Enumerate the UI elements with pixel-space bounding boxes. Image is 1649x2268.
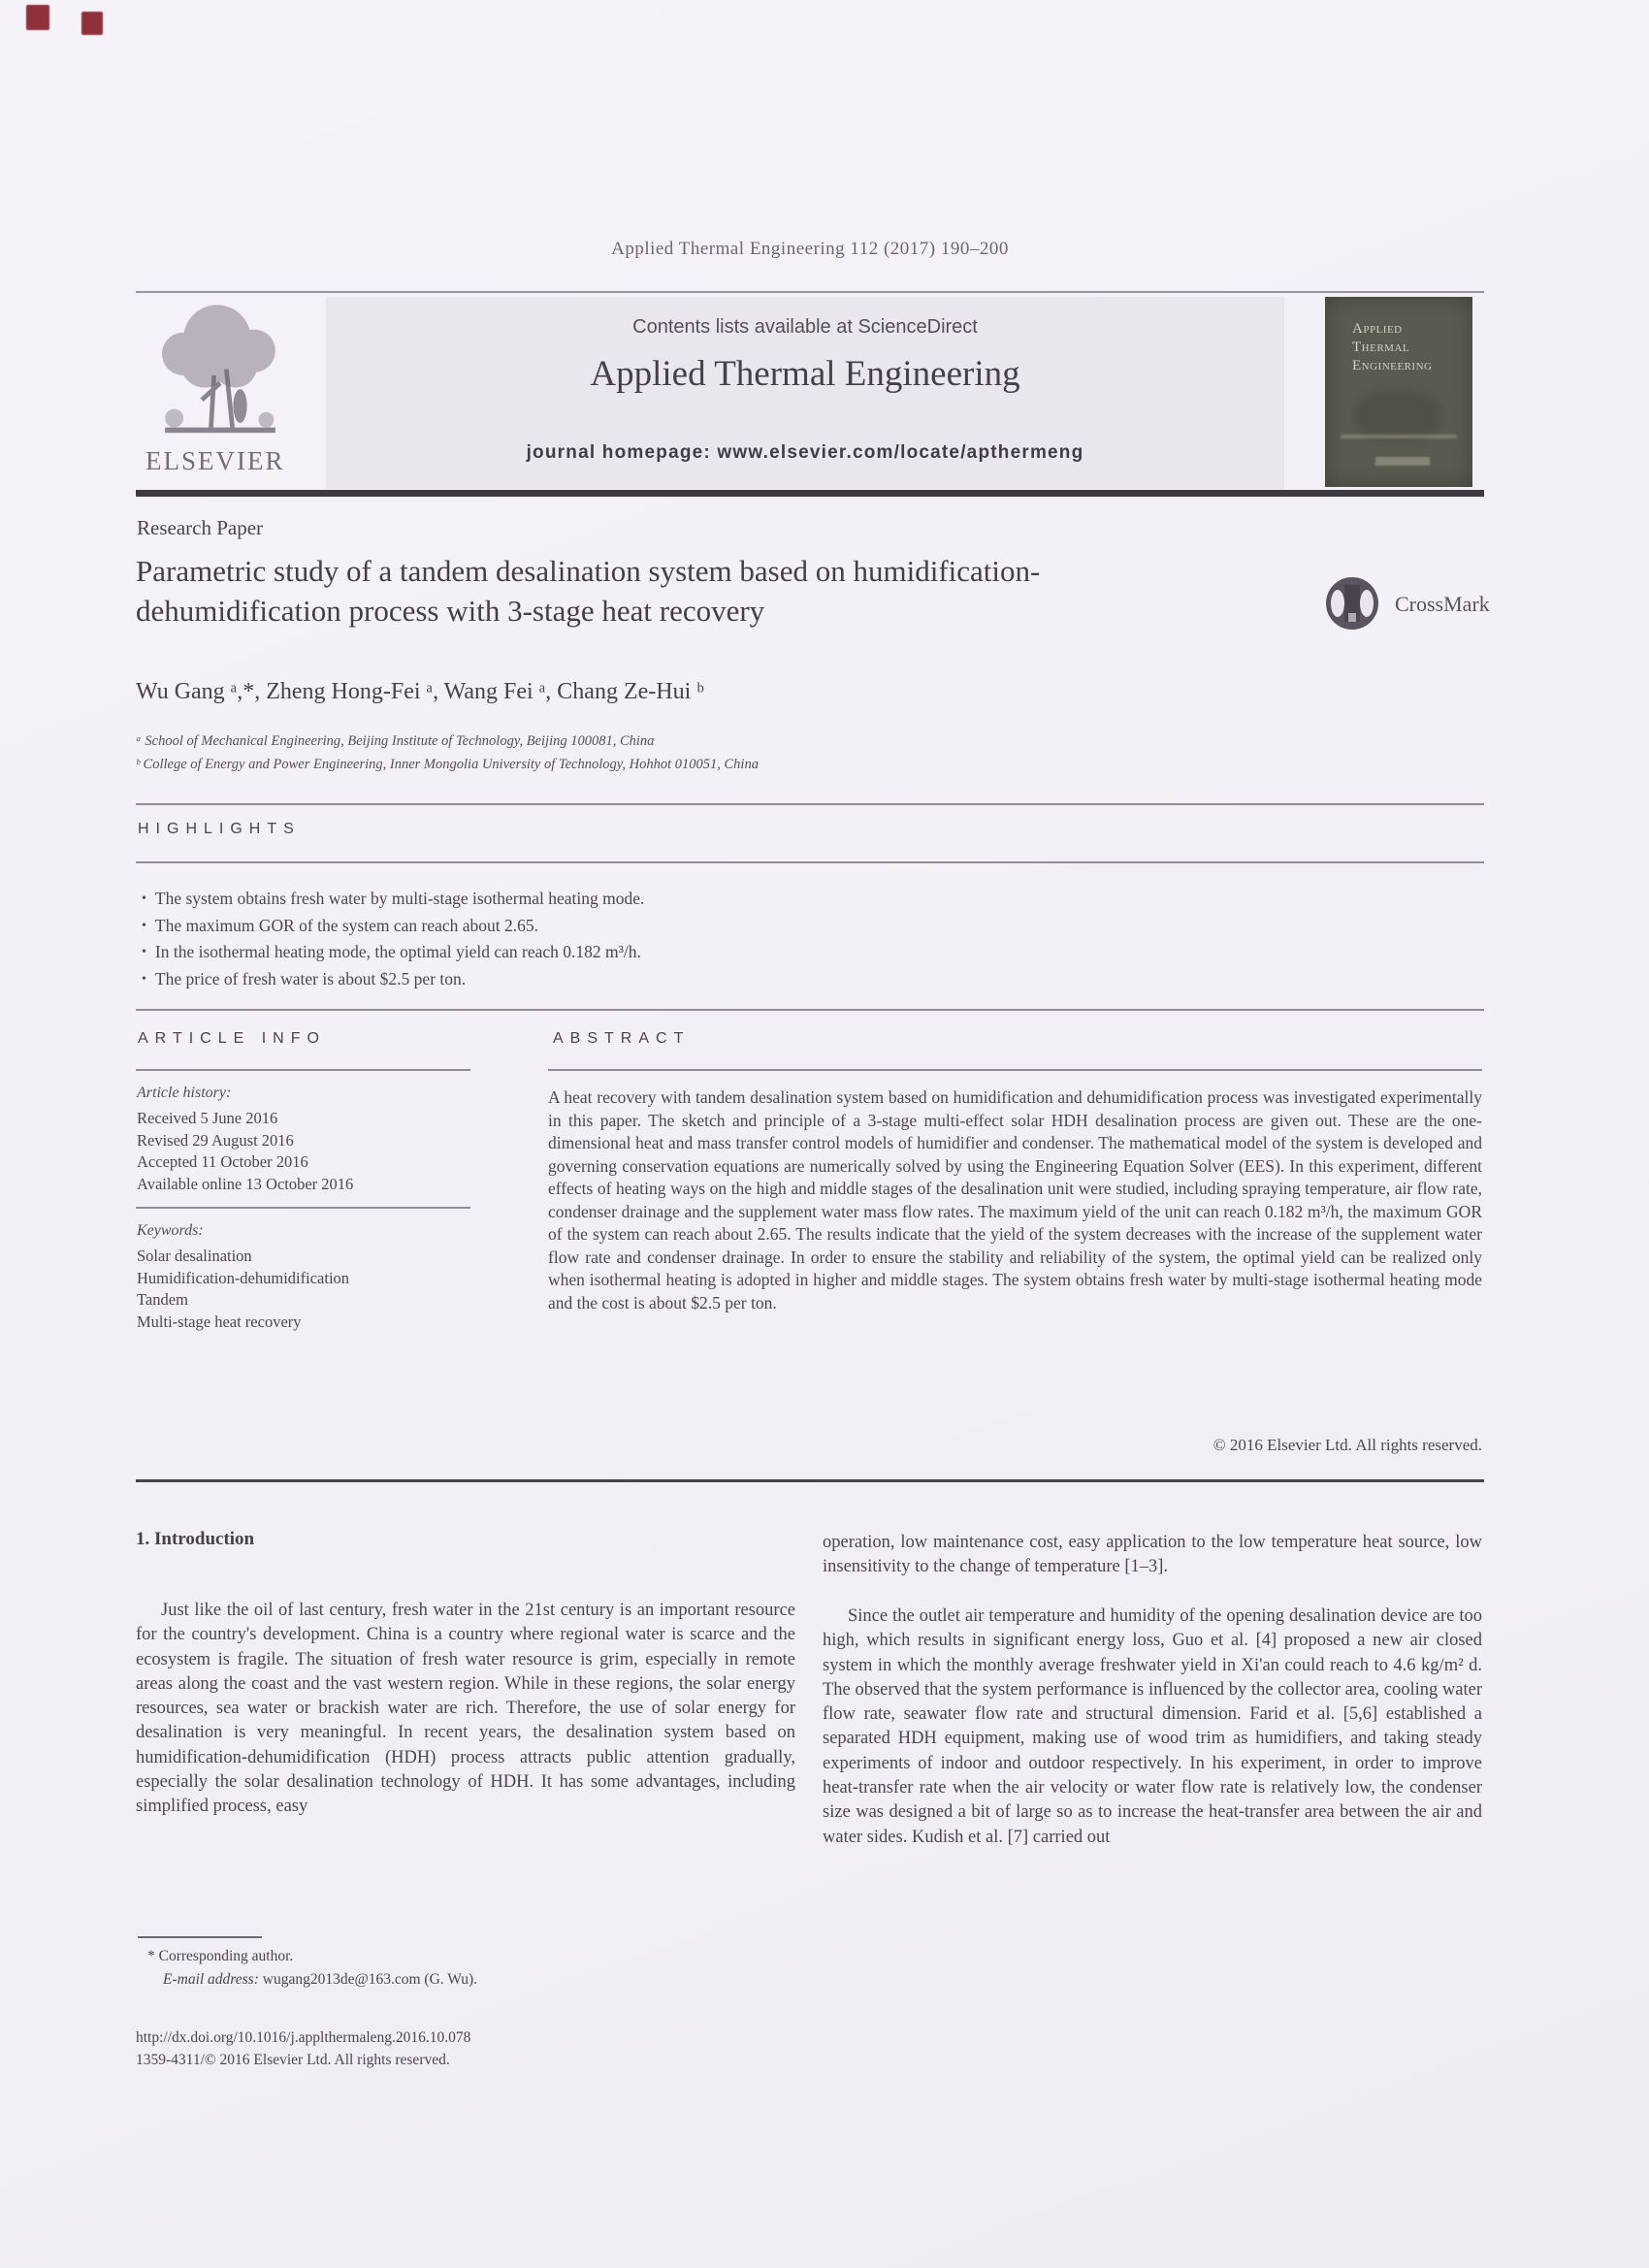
article-history-list	[137, 1108, 353, 1195]
journal-cover-art	[1325, 297, 1472, 487]
article-info-heading: ARTICLE INFO	[138, 1030, 326, 1047]
divider	[136, 803, 1484, 805]
email-label: E-mail address:	[163, 1971, 259, 1988]
cover-title-line: Thermal	[1352, 340, 1410, 355]
abstract-text: A heat recovery with tandem desalination system based on humidification and dehumidification process was investigated experimentally in this paper. The sketch and principle of a 3-stage multi-effect solar HDH desalination process are given out. These are the one-dimensional heat and mass transfer control models of humidifier and condenser. The mathematical model of the system is developed and governing conservation equations are numerically solved by using the Engineering Equation Solver (EES). In this experiment, different effects of heating ways on the high and middle stages of the desalination unit were studied, including spraying temperature, air flow rate, condenser drainage and the supplement water mass flow rates. The maximum yield of the unit can reach 0.182 m³/h, the maximum GOR of the system can reach about 2.65. The results indicate that the yield of the system decreases with the increase of the supplement water flow rate and condenser drainage. In order to ensure the stability and reliability of the system, the optimal yield can be realized only when isothermal heating is adopted in higher and middle stages. The system obtains fresh water by multi-stage isothermal heating mode and the cost is about $2.5 per ton.	[548, 1087, 1482, 1312]
journal-citation: Applied Thermal Engineering 112 (2017) 190–200	[611, 239, 1009, 259]
abstract-heading: ABSTRACT	[553, 1030, 691, 1047]
cover-publisher-mark	[1375, 457, 1430, 466]
article-type-label: Research Paper	[137, 516, 264, 539]
issn-copyright-line: 1359-4311/© 2016 Elsevier Ltd. All rights reserved.	[136, 2052, 450, 2068]
keyword-line: Tandem	[137, 1290, 188, 1309]
keyword-line: Humidification-dehumidification	[137, 1268, 350, 1287]
divider	[136, 861, 1484, 863]
masthead-center-panel	[326, 297, 1284, 489]
cover-title-line: Applied	[1352, 321, 1403, 337]
divider	[136, 1069, 470, 1071]
cover-title	[1352, 320, 1432, 375]
highlight-item: • The price of fresh water is about $2.5 per ton.	[142, 967, 644, 994]
cover-title-line: Engineering	[1352, 358, 1433, 373]
author-line: Wu Gang ᵃ,*, Zheng Hong-Fei ᵃ, Wang Fei ᵃ, Chang Ze-Hui ᵇ	[136, 679, 704, 704]
masthead-bottom-bar	[136, 490, 1484, 497]
divider	[136, 1479, 1484, 1482]
journal-cover-thumbnail	[1319, 295, 1478, 491]
highlight-item: • In the isothermal heating mode, the optimal yield can reach 0.182 m³/h.	[142, 940, 644, 967]
divider	[136, 1009, 1484, 1011]
affiliations	[136, 729, 759, 776]
highlight-item: • The system obtains fresh water by multi-stage isothermal heating mode.	[142, 887, 644, 914]
elsevier-wordmark: ELSEVIER	[146, 446, 285, 475]
keyword-line: Solar desalination	[137, 1247, 252, 1265]
journal-masthead	[136, 291, 1484, 492]
highlight-item: • The maximum GOR of the system can reach about 2.65.	[142, 914, 644, 941]
keyword-line: Multi-stage heat recovery	[137, 1312, 302, 1331]
crossmark-icon	[1323, 574, 1381, 632]
footnote-divider	[138, 1936, 262, 1938]
crossmark-label: CrossMark	[1395, 592, 1490, 616]
history-line: Received 5 June 2016	[137, 1109, 278, 1127]
affiliation-line: ᵇ College of Energy and Power Engineering, Inner Mongolia University of Technology, Hohhot 010051, China	[136, 757, 759, 772]
paper-title: Parametric study of a tandem desalination system based on humidification-dehumidification process with 3-stage heat recovery	[136, 554, 1041, 628]
introduction-paragraph: Since the outlet air temperature and humidity of the opening desalination device are too high, which results in significant energy loss, Guo et al. [4] proposed a new air closed system in which the monthly average freshwater yield in Xi'an could reach to 4.6 kg/m² d. The observed that the system performance is influenced by the collector area, cooling water flow rate, seawater flow rate and structural dimension. Farid et al. [5,6] established a separated HDH equipment, making use of wood trim as humidifiers, and taking steady experiments of indoor and outdoor respectively. In his experiment, in order to improve heat-transfer rate when the air velocity or water flow rate is relatively low, the condenser size was designed a bit of large so as to increase the heat-transfer area between the air and water sides. Kudish et al. [7] carried out	[823, 1606, 1482, 1847]
affiliation-line: ᵃ School of Mechanical Engineering, Beijing Institute of Technology, Beijing 100081, China	[136, 733, 655, 749]
email-address: wugang2013de@163.com (G. Wu).	[258, 1971, 478, 1988]
divider	[548, 1069, 1482, 1071]
history-line: Available online 13 October 2016	[137, 1174, 354, 1193]
keywords-list	[137, 1246, 349, 1333]
abstract-copyright: © 2016 Elsevier Ltd. All rights reserved.	[1212, 1436, 1482, 1454]
highlights-list	[142, 887, 644, 993]
divider	[136, 1207, 470, 1209]
keywords-label: Keywords:	[137, 1222, 204, 1239]
cover-editors-line	[1341, 435, 1457, 438]
elsevier-tree-icon	[144, 299, 297, 444]
corresponding-author-note: * Corresponding author.	[147, 1948, 294, 1964]
doi-line: http://dx.doi.org/10.1016/j.applthermaleng.2016.10.078	[136, 2029, 471, 2046]
journal-title: Applied Thermal Engineering	[590, 354, 1020, 394]
highlights-heading: HIGHLIGHTS	[138, 821, 301, 837]
article-history-label: Article history:	[137, 1085, 232, 1101]
introduction-heading: 1. Introduction	[136, 1529, 255, 1549]
crossmark-badge	[1323, 574, 1536, 642]
contents-line: Contents lists available at ScienceDirect	[632, 316, 978, 338]
scan-artifact-red-mark	[81, 12, 103, 35]
history-line: Accepted 11 October 2016	[137, 1152, 308, 1171]
introduction-paragraph: Just like the oil of last century, fresh water in the 21st century is an important resource for the country's development. China is a country where regional water is scarce and the ecosystem is fragile. The situation of fresh water resource is grim, especially in remote areas along the coast and the vast western region. While in these regions, the solar energy resources, sea water or brackish water are rich. Therefore, the use of solar energy for desalination is very meaningful. In recent years, the desalination system based on humidification-dehumidification (HDH) process attracts public attention gradually, especially the solar desalination technology of HDH. It has some advantages, including simplified process, easy	[136, 1601, 795, 1817]
introduction-paragraph: operation, low maintenance cost, easy application to the low temperature heat source, low insensitivity to the change of temperature [1–3].	[823, 1533, 1482, 1577]
journal-homepage-line: journal homepage: www.elsevier.com/locate/apthermeng	[526, 442, 1084, 463]
elsevier-logo	[144, 299, 323, 489]
scan-artifact-red-mark	[26, 5, 49, 30]
history-line: Revised 29 August 2016	[137, 1130, 294, 1150]
email-footnote	[163, 1971, 477, 1989]
